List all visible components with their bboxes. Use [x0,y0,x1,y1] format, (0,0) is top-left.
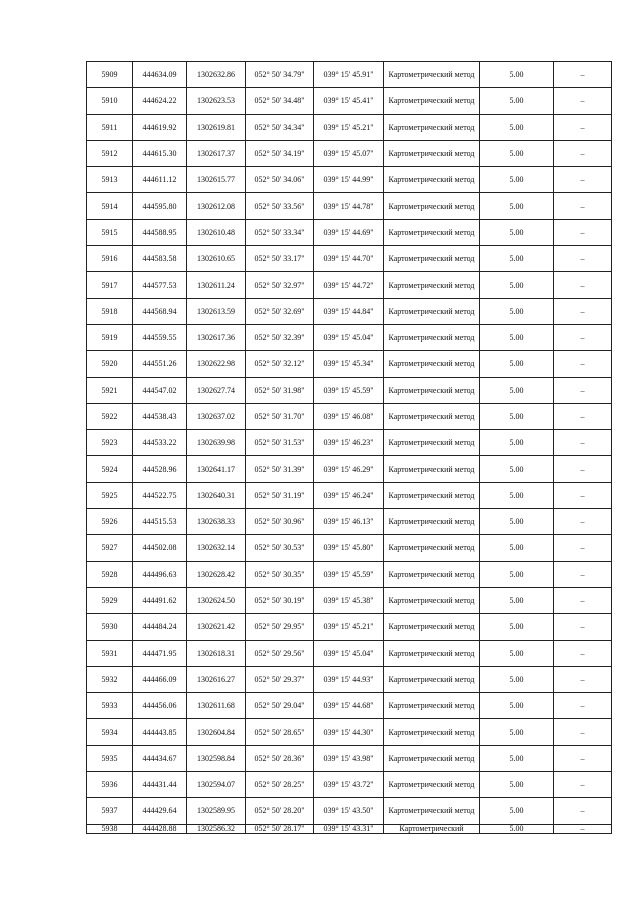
longitude-cell: 039° 15' 43.72" [314,772,384,798]
table-row [87,324,612,350]
point-number-cell: 5934 [87,719,133,745]
x-coordinate-cell: 444443.85 [133,719,187,745]
table-row [87,430,612,456]
longitude-cell: 039° 15' 45.21" [314,114,384,140]
note-cell: – [554,745,612,771]
x-coordinate-cell: 444466.09 [133,666,187,692]
point-number-cell: 5927 [87,535,133,561]
longitude-cell: 039° 15' 45.34" [314,351,384,377]
x-coordinate-cell: 444619.92 [133,114,187,140]
x-coordinate-cell: 444502.08 [133,535,187,561]
table-row [87,351,612,377]
table-row [87,666,612,692]
longitude-cell: 039° 15' 45.07" [314,140,384,166]
table-row [87,298,612,324]
longitude-cell: 039° 15' 45.91" [314,62,384,88]
y-coordinate-cell: 1302611.68 [187,693,246,719]
y-coordinate-cell: 1302619.81 [187,114,246,140]
accuracy-cell: 5.00 [480,377,554,403]
x-coordinate-cell: 444588.95 [133,219,187,245]
point-number-cell: 5926 [87,509,133,535]
y-coordinate-cell: 1302638.33 [187,509,246,535]
table-row [87,719,612,745]
method-cell: Картометрический метод [384,719,480,745]
method-cell: Картометрический метод [384,482,480,508]
y-coordinate-cell: 1302639.98 [187,430,246,456]
y-coordinate-cell: 1302624.50 [187,587,246,613]
longitude-cell: 039° 15' 44.84" [314,298,384,324]
y-coordinate-cell: 1302627.74 [187,377,246,403]
method-cell: Картометрический метод [384,377,480,403]
note-cell: – [554,351,612,377]
accuracy-cell: 5.00 [480,62,554,88]
method-cell: Картометрический метод [384,640,480,666]
latitude-cell: 052° 50' 28.25" [246,772,314,798]
longitude-cell: 039° 15' 45.21" [314,614,384,640]
method-cell: Картометрический метод [384,561,480,587]
x-coordinate-cell: 444551.26 [133,351,187,377]
note-cell: – [554,561,612,587]
x-coordinate-cell: 444484.24 [133,614,187,640]
table-row [87,114,612,140]
method-cell: Картометрический метод [384,246,480,272]
latitude-cell: 052° 50' 33.56" [246,193,314,219]
method-cell: Картометрический метод [384,587,480,613]
longitude-cell: 039° 15' 46.23" [314,430,384,456]
y-coordinate-cell: 1302589.95 [187,798,246,824]
latitude-cell: 052° 50' 29.56" [246,640,314,666]
latitude-cell: 052° 50' 34.34" [246,114,314,140]
latitude-cell: 052° 50' 29.37" [246,666,314,692]
table-row [87,167,612,193]
note-cell: – [554,482,612,508]
accuracy-cell: 5.00 [480,509,554,535]
table-row [87,772,612,798]
point-number-cell: 5932 [87,666,133,692]
latitude-cell: 052° 50' 34.06" [246,167,314,193]
accuracy-cell: 5.00 [480,219,554,245]
accuracy-cell: 5.00 [480,324,554,350]
table-row [87,745,612,771]
longitude-cell: 039° 15' 44.78" [314,193,384,219]
longitude-cell: 039° 15' 45.04" [314,640,384,666]
y-coordinate-cell: 1302640.31 [187,482,246,508]
table-row [87,62,612,88]
latitude-cell: 052° 50' 34.19" [246,140,314,166]
accuracy-cell: 5.00 [480,798,554,824]
accuracy-cell: 5.00 [480,824,554,833]
y-coordinate-cell: 1302641.17 [187,456,246,482]
longitude-cell: 039° 15' 46.29" [314,456,384,482]
point-number-cell: 5925 [87,482,133,508]
x-coordinate-cell: 444471.95 [133,640,187,666]
x-coordinate-cell: 444431.44 [133,772,187,798]
point-number-cell: 5909 [87,62,133,88]
y-coordinate-cell: 1302617.37 [187,140,246,166]
table-row [87,535,612,561]
table-row [87,140,612,166]
accuracy-cell: 5.00 [480,88,554,114]
accuracy-cell: 5.00 [480,640,554,666]
point-number-cell: 5915 [87,219,133,245]
x-coordinate-cell: 444634.09 [133,62,187,88]
latitude-cell: 052° 50' 30.35" [246,561,314,587]
y-coordinate-cell: 1302594.07 [187,772,246,798]
note-cell: – [554,114,612,140]
note-cell: – [554,140,612,166]
accuracy-cell: 5.00 [480,298,554,324]
point-number-cell: 5917 [87,272,133,298]
point-number-cell: 5933 [87,693,133,719]
longitude-cell: 039° 15' 46.13" [314,509,384,535]
table-row [87,693,612,719]
accuracy-cell: 5.00 [480,403,554,429]
accuracy-cell: 5.00 [480,693,554,719]
method-cell: Картометрический метод [384,456,480,482]
accuracy-cell: 5.00 [480,246,554,272]
method-cell: Картометрический метод [384,403,480,429]
note-cell: – [554,88,612,114]
table-row [87,456,612,482]
accuracy-cell: 5.00 [480,614,554,640]
accuracy-cell: 5.00 [480,456,554,482]
longitude-cell: 039° 15' 44.68" [314,693,384,719]
longitude-cell: 039° 15' 45.41" [314,88,384,114]
point-number-cell: 5923 [87,430,133,456]
method-cell: Картометрический метод [384,509,480,535]
latitude-cell: 052° 50' 32.39" [246,324,314,350]
accuracy-cell: 5.00 [480,745,554,771]
accuracy-cell: 5.00 [480,561,554,587]
note-cell: – [554,824,612,833]
accuracy-cell: 5.00 [480,430,554,456]
y-coordinate-cell: 1302628.42 [187,561,246,587]
table-body [87,62,612,834]
note-cell: – [554,535,612,561]
accuracy-cell: 5.00 [480,772,554,798]
x-coordinate-cell: 444522.75 [133,482,187,508]
point-number-cell: 5919 [87,324,133,350]
table-row [87,587,612,613]
note-cell: – [554,456,612,482]
note-cell: – [554,772,612,798]
note-cell: – [554,666,612,692]
note-cell: – [554,62,612,88]
note-cell: – [554,246,612,272]
latitude-cell: 052° 50' 28.65" [246,719,314,745]
accuracy-cell: 5.00 [480,666,554,692]
latitude-cell: 052° 50' 30.96" [246,509,314,535]
x-coordinate-cell: 444528.96 [133,456,187,482]
latitude-cell: 052° 50' 31.39" [246,456,314,482]
latitude-cell: 052° 50' 28.20" [246,798,314,824]
y-coordinate-cell: 1302616.27 [187,666,246,692]
table-row [87,561,612,587]
x-coordinate-cell: 444533.22 [133,430,187,456]
latitude-cell: 052° 50' 31.19" [246,482,314,508]
longitude-cell: 039° 15' 43.50" [314,798,384,824]
note-cell: – [554,272,612,298]
y-coordinate-cell: 1302637.02 [187,403,246,429]
table-row [87,798,612,824]
y-coordinate-cell: 1302612.08 [187,193,246,219]
point-number-cell: 5931 [87,640,133,666]
method-cell: Картометрический метод [384,114,480,140]
y-coordinate-cell: 1302623.53 [187,88,246,114]
x-coordinate-cell: 444538.43 [133,403,187,429]
x-coordinate-cell: 444595.80 [133,193,187,219]
latitude-cell: 052° 50' 28.17" [246,824,314,833]
note-cell: – [554,719,612,745]
note-cell: – [554,167,612,193]
accuracy-cell: 5.00 [480,587,554,613]
x-coordinate-cell: 444428.88 [133,824,187,833]
method-cell: Картометрический метод [384,140,480,166]
method-cell: Картометрический метод [384,298,480,324]
point-number-cell: 5936 [87,772,133,798]
latitude-cell: 052° 50' 31.53" [246,430,314,456]
note-cell: – [554,693,612,719]
latitude-cell: 052° 50' 33.34" [246,219,314,245]
table-row [87,824,612,833]
longitude-cell: 039° 15' 45.38" [314,587,384,613]
point-number-cell: 5916 [87,246,133,272]
accuracy-cell: 5.00 [480,351,554,377]
method-cell: Картометрический метод [384,272,480,298]
y-coordinate-cell: 1302622.98 [187,351,246,377]
longitude-cell: 039° 15' 44.93" [314,666,384,692]
point-number-cell: 5921 [87,377,133,403]
y-coordinate-cell: 1302617.36 [187,324,246,350]
longitude-cell: 039° 15' 46.24" [314,482,384,508]
latitude-cell: 052° 50' 29.95" [246,614,314,640]
x-coordinate-cell: 444456.06 [133,693,187,719]
latitude-cell: 052° 50' 32.12" [246,351,314,377]
point-number-cell: 5922 [87,403,133,429]
note-cell: – [554,298,612,324]
point-number-cell: 5912 [87,140,133,166]
y-coordinate-cell: 1302613.59 [187,298,246,324]
table-row [87,193,612,219]
latitude-cell: 052° 50' 30.19" [246,587,314,613]
note-cell: – [554,219,612,245]
latitude-cell: 052° 50' 29.04" [246,693,314,719]
y-coordinate-cell: 1302586.32 [187,824,246,833]
method-cell: Картометрический метод [384,324,480,350]
method-cell: Картометрический метод [384,351,480,377]
x-coordinate-cell: 444547.02 [133,377,187,403]
x-coordinate-cell: 444624.22 [133,88,187,114]
x-coordinate-cell: 444615.30 [133,140,187,166]
method-cell: Картометрический метод [384,693,480,719]
method-cell: Картометрический метод [384,167,480,193]
point-number-cell: 5924 [87,456,133,482]
latitude-cell: 052° 50' 32.97" [246,272,314,298]
note-cell: – [554,509,612,535]
point-number-cell: 5914 [87,193,133,219]
table-row [87,246,612,272]
y-coordinate-cell: 1302610.48 [187,219,246,245]
longitude-cell: 039° 15' 44.30" [314,719,384,745]
latitude-cell: 052° 50' 32.69" [246,298,314,324]
note-cell: – [554,403,612,429]
y-coordinate-cell: 1302610.65 [187,246,246,272]
x-coordinate-cell: 444429.64 [133,798,187,824]
accuracy-cell: 5.00 [480,719,554,745]
point-number-cell: 5928 [87,561,133,587]
y-coordinate-cell: 1302611.24 [187,272,246,298]
x-coordinate-cell: 444577.53 [133,272,187,298]
point-number-cell: 5913 [87,167,133,193]
method-cell: Картометрический метод [384,666,480,692]
note-cell: – [554,324,612,350]
point-number-cell: 5938 [87,824,133,833]
y-coordinate-cell: 1302615.77 [187,167,246,193]
longitude-cell: 039° 15' 45.59" [314,561,384,587]
longitude-cell: 039° 15' 44.69" [314,219,384,245]
table-row [87,614,612,640]
longitude-cell: 039° 15' 45.59" [314,377,384,403]
longitude-cell: 039° 15' 44.72" [314,272,384,298]
y-coordinate-cell: 1302632.14 [187,535,246,561]
y-coordinate-cell: 1302618.31 [187,640,246,666]
longitude-cell: 039° 15' 46.08" [314,403,384,429]
y-coordinate-cell: 1302598.84 [187,745,246,771]
table-row [87,403,612,429]
table-row [87,88,612,114]
longitude-cell: 039° 15' 43.98" [314,745,384,771]
point-number-cell: 5929 [87,587,133,613]
method-cell: Картометрический метод [384,62,480,88]
latitude-cell: 052° 50' 31.70" [246,403,314,429]
method-cell: Картометрический [384,824,480,833]
method-cell: Картометрический метод [384,193,480,219]
accuracy-cell: 5.00 [480,535,554,561]
point-number-cell: 5918 [87,298,133,324]
point-number-cell: 5911 [87,114,133,140]
table-row [87,219,612,245]
longitude-cell: 039° 15' 44.70" [314,246,384,272]
latitude-cell: 052° 50' 34.79" [246,62,314,88]
y-coordinate-cell: 1302632.86 [187,62,246,88]
x-coordinate-cell: 444559.55 [133,324,187,350]
note-cell: – [554,430,612,456]
latitude-cell: 052° 50' 30.53" [246,535,314,561]
accuracy-cell: 5.00 [480,272,554,298]
longitude-cell: 039° 15' 45.80" [314,535,384,561]
note-cell: – [554,587,612,613]
x-coordinate-cell: 444583.58 [133,246,187,272]
x-coordinate-cell: 444491.62 [133,587,187,613]
note-cell: – [554,193,612,219]
table-row [87,640,612,666]
latitude-cell: 052° 50' 31.98" [246,377,314,403]
accuracy-cell: 5.00 [480,482,554,508]
coordinates-table [86,61,612,834]
point-number-cell: 5930 [87,614,133,640]
accuracy-cell: 5.00 [480,140,554,166]
y-coordinate-cell: 1302621.42 [187,614,246,640]
table-row [87,272,612,298]
note-cell: – [554,798,612,824]
longitude-cell: 039° 15' 43.31" [314,824,384,833]
method-cell: Картометрический метод [384,745,480,771]
accuracy-cell: 5.00 [480,193,554,219]
longitude-cell: 039° 15' 45.04" [314,324,384,350]
method-cell: Картометрический метод [384,88,480,114]
y-coordinate-cell: 1302604.84 [187,719,246,745]
latitude-cell: 052° 50' 34.48" [246,88,314,114]
method-cell: Картометрический метод [384,614,480,640]
point-number-cell: 5920 [87,351,133,377]
x-coordinate-cell: 444611.12 [133,167,187,193]
method-cell: Картометрический метод [384,535,480,561]
method-cell: Картометрический метод [384,798,480,824]
latitude-cell: 052° 50' 28.36" [246,745,314,771]
method-cell: Картометрический метод [384,430,480,456]
accuracy-cell: 5.00 [480,167,554,193]
method-cell: Картометрический метод [384,219,480,245]
note-cell: – [554,640,612,666]
x-coordinate-cell: 444515.53 [133,509,187,535]
note-cell: – [554,614,612,640]
point-number-cell: 5937 [87,798,133,824]
latitude-cell: 052° 50' 33.17" [246,246,314,272]
method-cell: Картометрический метод [384,772,480,798]
note-cell: – [554,377,612,403]
x-coordinate-cell: 444568.94 [133,298,187,324]
x-coordinate-cell: 444434.67 [133,745,187,771]
longitude-cell: 039° 15' 44.99" [314,167,384,193]
accuracy-cell: 5.00 [480,114,554,140]
point-number-cell: 5935 [87,745,133,771]
point-number-cell: 5910 [87,88,133,114]
table-row [87,509,612,535]
table-row [87,377,612,403]
table-row [87,482,612,508]
x-coordinate-cell: 444496.63 [133,561,187,587]
